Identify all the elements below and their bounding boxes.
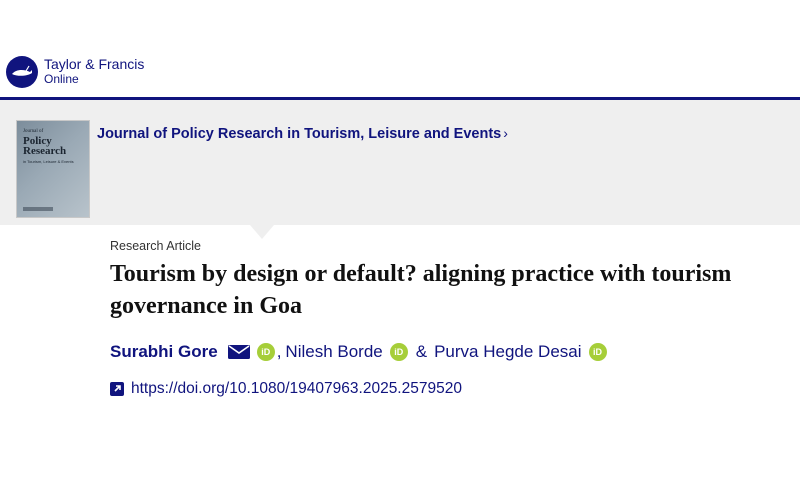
cover-publisher-mark [23,207,53,211]
journal-banner [0,100,800,225]
external-link-icon [110,382,124,396]
envelope-icon[interactable] [228,344,250,360]
cover-title-line1: Policy [23,135,52,147]
logo-wordmark [44,57,144,87]
author-list [110,339,607,365]
banner-pointer [250,225,274,239]
author-separator-and: & [415,342,428,361]
cover-title [23,136,66,156]
author-purva-hegde-desai[interactable]: Purva Hegde Desai [434,342,582,361]
site-header [0,0,800,97]
author-surabhi-gore[interactable]: Surabhi Gore [110,342,218,361]
brand-line-2: Online [44,72,79,86]
author-separator: , [276,342,282,361]
cover-title-line2: Research [23,145,67,157]
orcid-icon[interactable]: iD [390,343,408,361]
cover-small-text: Journal of [23,129,44,134]
journal-cover-image[interactable] [17,121,89,217]
orcid-icon[interactable]: iD [589,343,607,361]
article-title: Tourism by design or default? aligning practice with tourism governance in Goa [110,261,732,319]
doi-row [110,380,462,398]
taylor-francis-lamp-icon [6,56,38,88]
doi-link[interactable]: https://doi.org/10.1080/19407963.2025.2579520 [131,380,462,397]
journal-title: Journal of Policy Research in Tourism, Leisure and Events [97,126,502,142]
journal-title-link[interactable] [97,125,508,142]
chevron-right-icon: › [503,125,508,141]
author-nilesh-borde[interactable]: Nilesh Borde [285,342,383,361]
tf-online-logo[interactable] [6,56,144,88]
article-type: Research Article [110,239,202,253]
orcid-icon[interactable]: iD [257,343,275,361]
brand-line-1: Taylor & Francis [44,56,145,72]
cover-subtitle: in Tourism, Leisure & Events [23,159,74,164]
